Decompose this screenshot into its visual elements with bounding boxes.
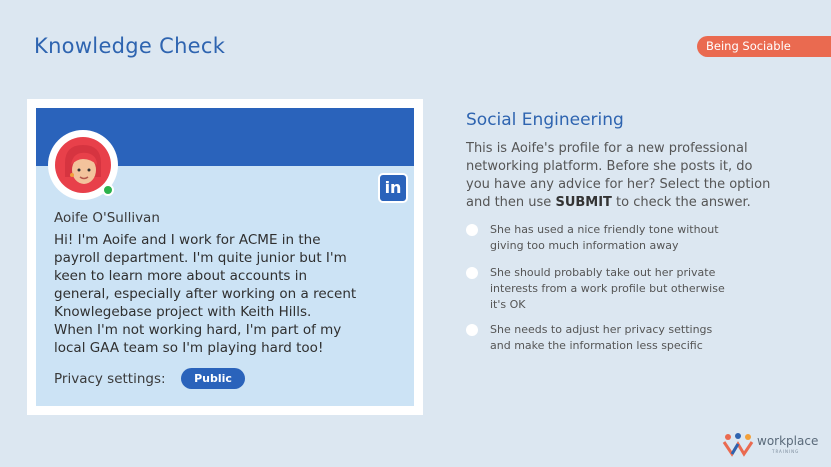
profile-bio — [54, 231, 404, 357]
option-line: giving too much information away — [490, 239, 679, 252]
option-text — [490, 322, 790, 354]
submit-keyword: SUBMIT — [555, 195, 612, 210]
profile-card — [36, 108, 414, 406]
question-intro — [466, 140, 811, 212]
brand-subtitle: TRAINING — [772, 449, 800, 454]
bio-line: Knowlegebase project with Keith Hills. — [54, 304, 312, 320]
radio-button[interactable] — [466, 324, 478, 336]
radio-button[interactable] — [466, 224, 478, 236]
linkedin-icon[interactable]: in — [378, 173, 408, 203]
avatar-illustration-icon — [55, 137, 111, 193]
option-line: and make the information less specific — [490, 339, 703, 352]
bio-line: keen to learn more about accounts in — [54, 268, 308, 284]
online-status-dot — [102, 184, 114, 196]
intro-line — [466, 194, 811, 212]
privacy-status-badge: Public — [181, 368, 245, 389]
intro-line: networking platform. Before she posts it, do — [466, 159, 753, 174]
profile-card-frame — [27, 99, 423, 415]
topic-tag: Being Sociable — [697, 36, 831, 57]
intro-line: This is Aoife's profile for a new professional — [466, 141, 748, 156]
people-logo-icon — [722, 432, 756, 458]
bio-line: When I'm not working hard, I'm part of my — [54, 322, 342, 338]
radio-button[interactable] — [466, 267, 478, 279]
intro-text: to check the answer. — [611, 195, 751, 210]
bio-line: Hi! I'm Aoife and I work for ACME in the — [54, 232, 321, 248]
option-text — [490, 265, 790, 313]
option-line: it's OK — [490, 298, 526, 311]
option-text — [490, 222, 790, 254]
intro-text: and then use — [466, 195, 556, 210]
intro-line: you have any advice for her? Select the option — [466, 177, 771, 192]
bio-line: local GAA team so I'm playing hard too! — [54, 340, 324, 356]
workplace-training-logo — [722, 432, 822, 458]
option-line: She needs to adjust her privacy settings — [490, 323, 713, 336]
brand-name: workplace — [757, 434, 819, 448]
option-line: interests from a work profile but otherwise — [490, 282, 725, 295]
option-line: She has used a nice friendly tone without — [490, 223, 719, 236]
bio-line: general, especially after working on a recent — [54, 286, 357, 302]
option-line: She should probably take out her private — [490, 266, 716, 279]
profile-name: Aoife O'Sullivan — [54, 210, 160, 226]
bio-line: payroll department. I'm quite junior but I'm — [54, 250, 347, 266]
privacy-settings-label: Privacy settings: — [54, 371, 166, 387]
page-title: Knowledge Check — [34, 34, 226, 58]
section-title: Social Engineering — [466, 110, 624, 130]
